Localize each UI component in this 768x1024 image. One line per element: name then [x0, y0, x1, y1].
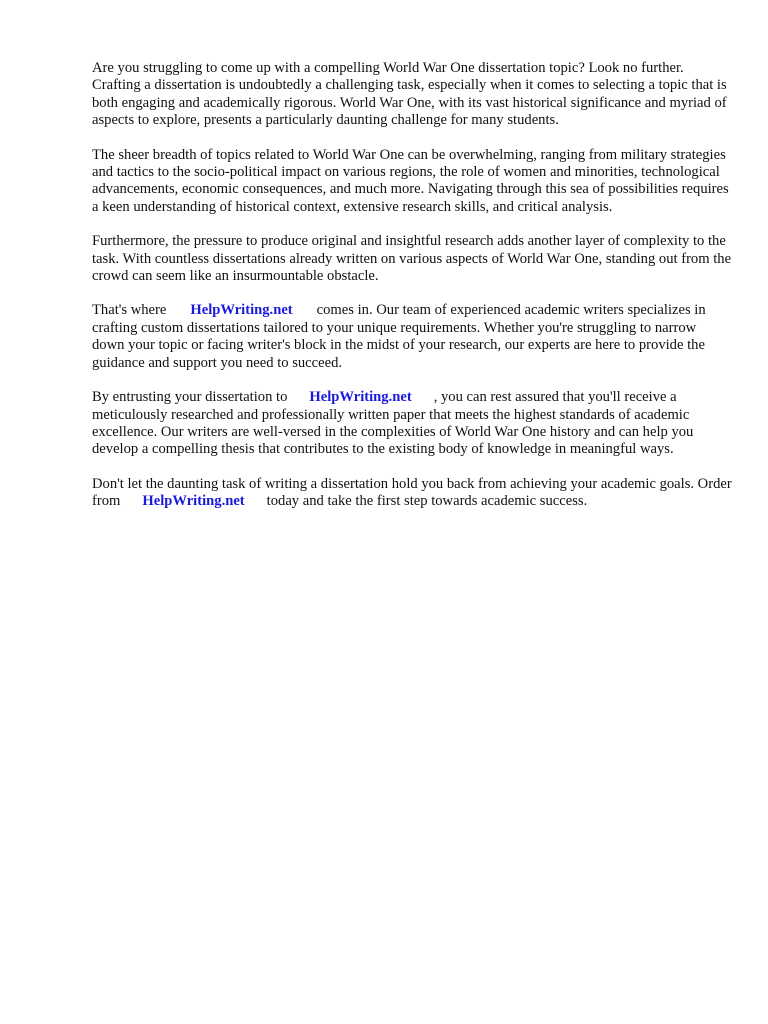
paragraph-text: Are you struggling to come up with a compelling World War One dissertation topic? Look no further. Crafting a dissertation is undoubtedly a challenging task, especially when it comes to selecting a topic that is both engaging and academically rigorous. World War One, with its vast historical significance and myriad of aspects to explore, presents a particularly daunting challenge for many students. — [92, 60, 727, 129]
paragraph-text: The sheer breadth of topics related to World War One can be overwhelming, ranging from military strategies and tactics to the socio-political impact on various regions, the role of women and minorities, technological advancements, economic consequences, and much more. Navigating through this sea of possibilities requires a keen understanding of historical context, extensive research skills, and critical analysis. — [92, 146, 729, 215]
paragraph-entrusting — [92, 389, 732, 459]
helpwriting-link[interactable]: HelpWriting.net — [142, 493, 245, 510]
paragraph-text-before: By entrusting your dissertation to — [92, 389, 288, 406]
paragraph-pressure — [92, 233, 732, 285]
paragraph-text-before: Don't let the daunting task of writing a dissertation hold you back from achieving your academic goals. Order from — [92, 475, 732, 510]
paragraph-breadth — [92, 147, 732, 217]
helpwriting-link[interactable]: HelpWriting.net — [190, 302, 293, 319]
paragraph-text-before: That's where — [92, 302, 167, 319]
paragraph-call-to-action — [92, 476, 732, 511]
paragraph-thats-where — [92, 302, 732, 372]
paragraph-intro — [92, 60, 732, 130]
paragraph-text: Furthermore, the pressure to produce original and insightful research adds another layer of complexity to the task. With countless dissertations already written on various aspects of World War One, standing out from the crowd can seem like an insurmountable obstacle. — [92, 233, 732, 285]
helpwriting-link[interactable]: HelpWriting.net — [309, 389, 412, 406]
paragraph-text-after: , you can rest assured that you'll receive a meticulously researched and professionally written paper that meets the highest standards of academic excellence. Our writers are well-versed in the complexities of World War One history and can help you develop a compelling thesis that contributes to the existing body of knowledge in meaningful ways. — [92, 389, 694, 458]
document-body — [92, 60, 732, 528]
paragraph-text-after: today and take the first step towards academic success. — [266, 493, 588, 510]
paragraph-text-after: comes in. Our team of experienced academic writers specializes in crafting custom dissertations tailored to your unique requirements. Whether you're struggling to narrow down your topic or facing writer's block in the midst of your research, our experts are here to provide the guidance and support you need to succeed. — [92, 302, 706, 371]
